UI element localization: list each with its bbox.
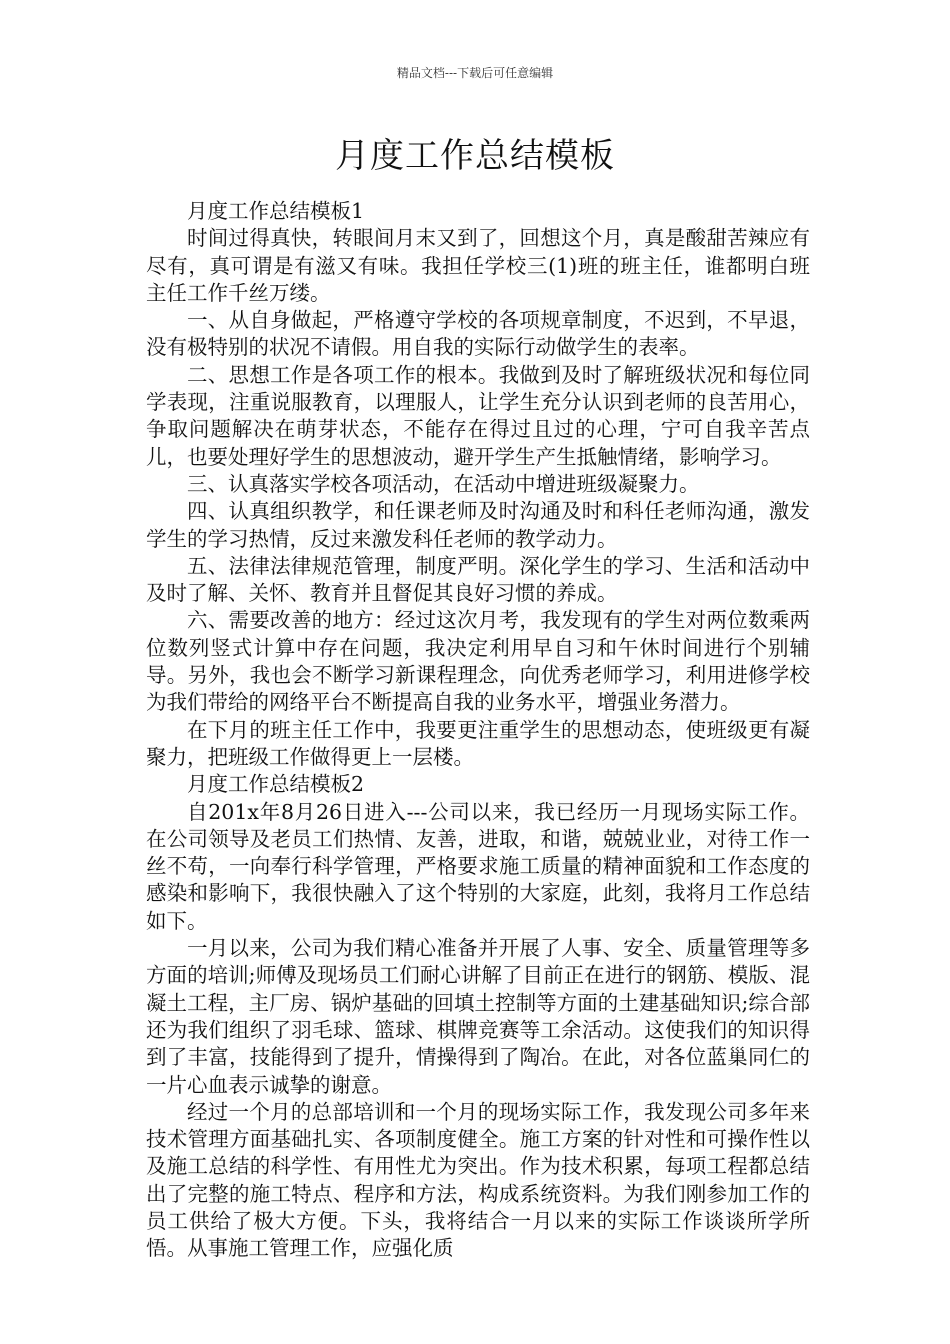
paragraph: 五、法律法律规范管理，制度严明。深化学生的学习、生活和活动中及时了解、关怀、教育并且督促其良好习惯的养成。: [146, 553, 810, 606]
document-title: 月度工作总结模板: [335, 136, 615, 176]
paragraph: 六、需要改善的地方：经过这次月考，我发现有的学生对两位数乘两位数列竖式计算中存在问题，我决定利用早自习和午休时间进行个别辅导。另外，我也会不断学习新课程理念，向优秀老师学习，利用进修学校为我们带给的网络平台不断提高自我的业务水平，增强业务潜力。: [146, 608, 810, 715]
paragraph: 三、认真落实学校各项活动，在活动中增进班级凝聚力。: [187, 471, 700, 496]
paragraph: 经过一个月的总部培训和一个月的现场实际工作，我发现公司多年来技术管理方面基础扎实、各项制度健全。施工方案的针对性和可操作性以及施工总结的科学性、有用性尤为突出。作为技术积累，每项工程都总结出了完整的施工特点、程序和方法，构成系统资料。为我们刚参加工作的员工供给了极大方便。下头，我将结合一月以来的实际工作谈谈所学所悟。从事施工管理工作，应强化质: [146, 1099, 810, 1261]
paragraph: 自201x年8月26日进入---公司以来，我已经历一月现场实际工作。在公司领导及老员工们热情、友善，进取，和谐，兢兢业业，对待工作一丝不苟，一向奉行科学管理，严格要求施工质量的精神面貌和工作态度的感染和影响下，我很快融入了这个特别的大家庭，此刻，我将月工作总结如下。: [146, 799, 810, 933]
paragraph: 二、思想工作是各项工作的根本。我做到及时了解班级状况和每位同学表现，注重说服教育，以理服人，让学生充分认识到老师的良苦用心，争取问题解决在萌芽状态，不能存在得过且过的心理，宁可自我辛苦点儿，也要处理好学生的思想波动，避开学生产生抵触情绪，影响学习。: [146, 362, 810, 469]
section-heading-1: 月度工作总结模板1: [187, 199, 365, 223]
page-header: 精品文档---下载后可任意编辑: [396, 66, 554, 80]
paragraph: 时间过得真快，转眼间月末又到了，回想这个月，真是酸甜苦辣应有尽有，真可谓是有滋又有味。我担任学校三(1)班的班主任，谁都明白班主任工作千丝万缕。: [146, 226, 810, 305]
paragraph: 一、从自身做起，严格遵守学校的各项规章制度，不迟到，不早退，没有极特别的状况不请假。用自我的实际行动做学生的表率。: [146, 308, 810, 360]
paragraph: 在下月的班主任工作中，我要更注重学生的思想动态，使班级更有凝聚力，把班级工作做得更上一层楼。: [146, 717, 810, 769]
paragraph: 一月以来，公司为我们精心准备并开展了人事、安全、质量管理等多方面的培训;师傅及现场员工们耐心讲解了目前正在进行的钢筋、模版、混凝土工程，主厂房、锅炉基础的回填土控制等方面的土建基础知识;综合部还为我们组织了羽毛球、篮球、棋牌竞赛等工余活动。这使我们的知识得到了丰富，技能得到了提升，情操得到了陶冶。在此，对各位蓝巢同仁的一片心血表示诚挚的谢意。: [146, 936, 810, 1097]
section-heading-2: 月度工作总结模板2: [187, 772, 365, 797]
paragraph: 四、认真组织教学，和任课老师及时沟通及时和科任老师沟通，激发学生的学习热情，反过来激发科任老师的教学动力。: [146, 499, 810, 551]
document-body: [146, 198, 810, 1263]
